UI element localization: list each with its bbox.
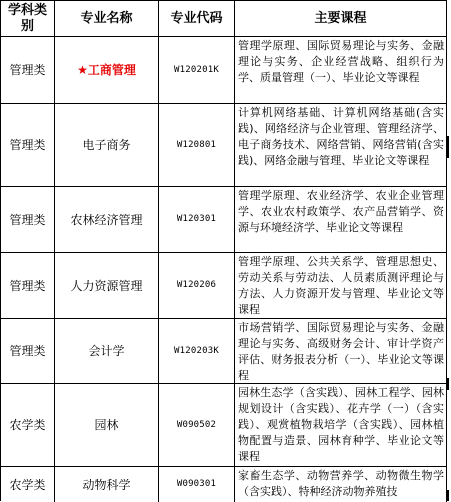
edge-mark (447, 490, 449, 501)
code-text: W120203K (174, 345, 219, 356)
header-courses-label: 主要课程 (314, 10, 367, 26)
row-code (159, 186, 235, 252)
edge-mark (447, 136, 449, 158)
row-category (1, 466, 55, 502)
courses-text: 计算机网络基础、计算机网络基础(含实践)、网络经济与企业管理、管理经济学、电子商务技术、网络营销、网络营销(含实践)、网络金融与管理、毕业论文等课程 (238, 106, 444, 167)
major-name-highlighted (77, 61, 136, 78)
category-text: 管理类 (9, 278, 46, 293)
header-courses (235, 1, 447, 36)
header-code (159, 1, 235, 36)
major-text: 动物科学 (82, 477, 131, 492)
row-courses (235, 383, 447, 466)
header-category (1, 1, 55, 36)
row-category (1, 383, 55, 466)
row-category (1, 103, 55, 186)
row-courses (235, 186, 447, 252)
row-code (159, 383, 235, 466)
row-major (55, 252, 159, 318)
row-courses (235, 252, 447, 318)
row-code (159, 36, 235, 103)
row-major (55, 383, 159, 466)
row-code (159, 466, 235, 502)
major-text: 人力资源管理 (70, 278, 143, 293)
row-category (1, 252, 55, 318)
table-row (1, 252, 447, 319)
category-text: 管理类 (9, 344, 46, 358)
code-text: W120201K (174, 64, 219, 75)
edge-mark (447, 378, 449, 390)
row-category (1, 318, 55, 383)
table-row (1, 36, 447, 104)
table-header (1, 1, 447, 37)
row-courses (235, 36, 447, 103)
major-text: 电子商务 (82, 138, 131, 152)
row-courses (235, 318, 447, 383)
table-row (1, 383, 447, 467)
code-text: W120301 (176, 214, 217, 224)
courses-text: 家畜生态学、动物营养学、动物微生物学（含实践）、特种经济动物养殖技 (238, 469, 444, 498)
header-code-label: 专业代码 (170, 10, 223, 26)
table-row (1, 318, 447, 384)
row-courses (235, 103, 447, 186)
row-courses (235, 466, 447, 502)
courses-text: 园林生态学（含实践）、园林工程学、园林规划设计（含实践）、花卉学（一）（含实践）、观赏植物栽培学（含实践）、园林植物配置与造景、园林育种学、毕业论文等课程 (238, 386, 444, 463)
table-row (1, 466, 447, 502)
header-major (55, 1, 159, 36)
star-icon: ★ (77, 63, 88, 77)
category-text: 管理类 (9, 138, 46, 152)
courses-text: 管理学原理、国际贸易理论与实务、金融理论与实务、企业经营战略、组织行为学、质量管理（一）、毕业论文等课程 (238, 39, 444, 84)
table-row (1, 186, 447, 253)
row-major (55, 36, 159, 103)
row-major (55, 318, 159, 383)
row-code (159, 103, 235, 186)
major-text: 工商管理 (87, 63, 136, 77)
courses-text: 管理学原理、农业经济学、农业企业管理学、农业农村政策学、农产品营销学、资源与环境经济学、毕业论文等课程 (238, 189, 444, 234)
row-code (159, 318, 235, 383)
category-text: 农学类 (9, 477, 46, 492)
major-text: 农林经济管理 (70, 212, 143, 227)
code-text: W090502 (176, 419, 217, 430)
row-code (159, 252, 235, 318)
code-text: W090301 (176, 479, 217, 489)
category-text: 管理类 (9, 63, 46, 77)
header-major-label: 专业名称 (80, 10, 133, 26)
row-major (55, 466, 159, 502)
major-text: 园林 (94, 418, 119, 432)
row-major (55, 186, 159, 252)
row-category (1, 186, 55, 252)
category-text: 农学类 (9, 418, 46, 432)
category-text: 管理类 (9, 212, 46, 227)
row-category (1, 36, 55, 103)
courses-text: 管理学原理、公共关系学、管理思想史、劳动关系与劳动法、人员素质测评理论与方法、人力资源开发与管理、毕业论文等课程 (238, 255, 444, 316)
table-row (1, 103, 447, 187)
code-text: W120801 (176, 139, 217, 150)
row-major (55, 103, 159, 186)
major-text: 会计学 (88, 344, 125, 358)
courses-text: 市场营销学、国际贸易理论与实务、金融理论与实务、高级财务会计、审计学资产评估、财务报表分析（一）、毕业论文等课程 (238, 321, 444, 382)
code-text: W120206 (176, 280, 217, 290)
header-category-label: 学科类别 (7, 2, 47, 34)
